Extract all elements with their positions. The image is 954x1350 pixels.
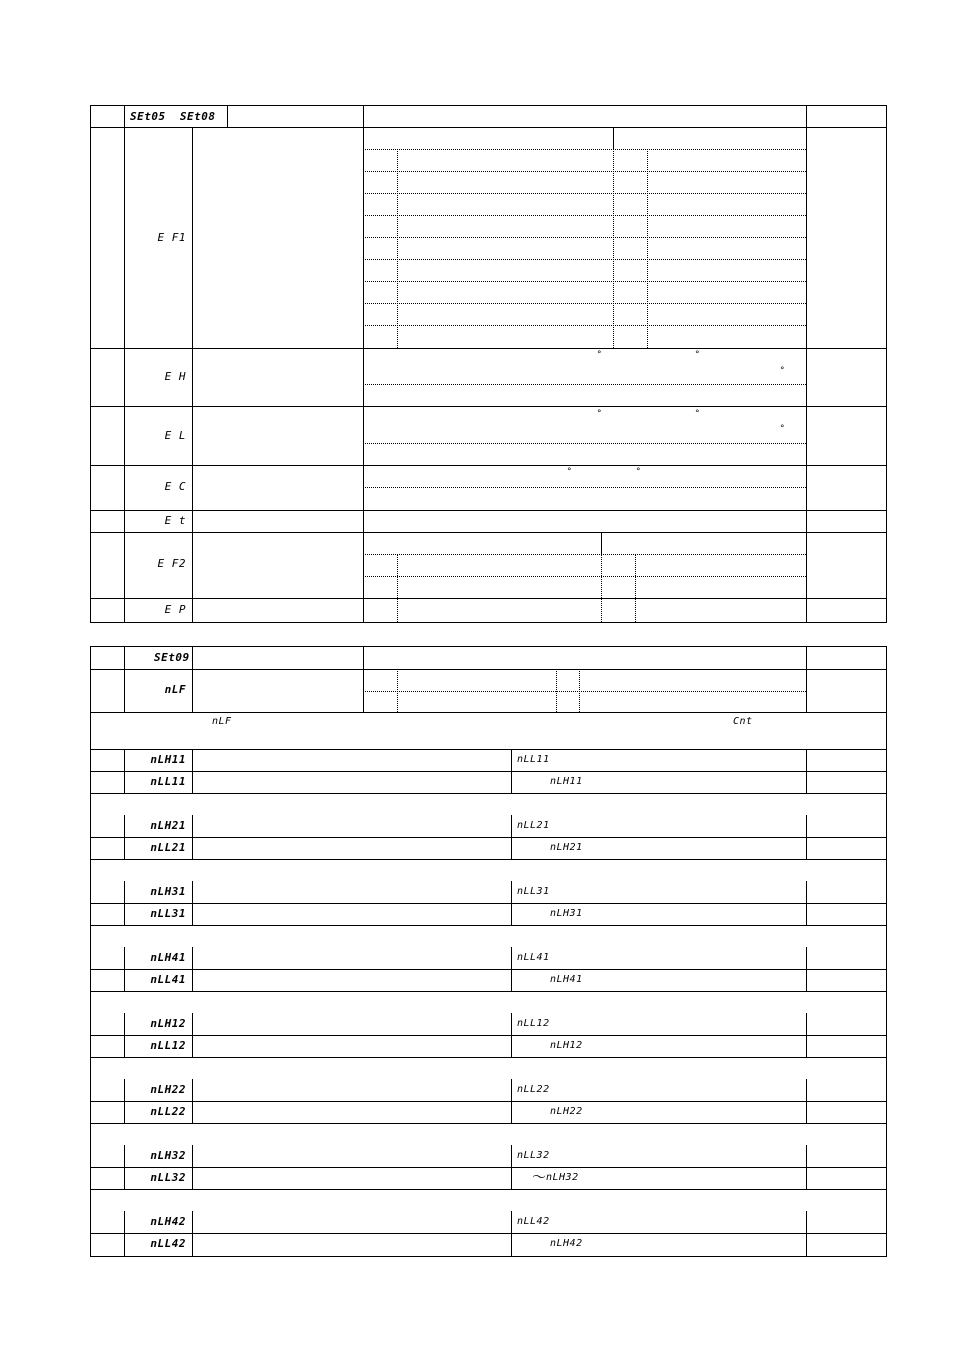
ref-nll11: nLL11 <box>517 754 550 765</box>
table-rule <box>192 749 193 794</box>
dotted-rule <box>363 325 806 326</box>
degree-mark: ° <box>695 409 700 419</box>
code-nll31: nLL31 <box>150 907 186 920</box>
table-rule <box>806 749 807 794</box>
table-rule <box>886 646 887 1257</box>
table-rule <box>90 749 887 750</box>
table-rule <box>90 348 887 349</box>
table-rule <box>363 646 364 713</box>
table-rule <box>90 991 887 992</box>
dotted-rule <box>601 554 602 598</box>
dotted-rule <box>363 303 806 304</box>
dotted-rule <box>397 554 398 598</box>
table-rule <box>806 1079 807 1124</box>
code-nll12: nLL12 <box>150 1039 186 1052</box>
dotted-rule <box>363 691 806 692</box>
table-rule <box>124 1145 125 1190</box>
code-nlh41: nLH41 <box>150 951 186 964</box>
header-code-set05-set08: SEt05 SEt08 <box>130 110 216 123</box>
table-rule <box>90 793 887 794</box>
code-nlh32: nLH32 <box>150 1149 186 1162</box>
ref-nlh21: nLH21 <box>550 842 583 853</box>
code-e-t: E t <box>164 514 186 527</box>
dotted-rule <box>363 171 806 172</box>
dotted-rule <box>397 669 398 712</box>
table-rule <box>192 1013 193 1058</box>
degree-mark: ° <box>780 424 785 434</box>
dotted-rule <box>363 193 806 194</box>
ref-nll12: nLL12 <box>517 1018 550 1029</box>
table-rule <box>806 1013 807 1058</box>
table-rule <box>511 815 512 860</box>
table-rule <box>90 1189 887 1190</box>
table-rule <box>124 646 125 713</box>
table-rule <box>192 1079 193 1124</box>
table-rule <box>124 1079 125 1124</box>
code-nll41: nLL41 <box>150 973 186 986</box>
code-e-c: E C <box>164 480 186 493</box>
ref-nll42: nLL42 <box>517 1216 550 1227</box>
table-rule <box>90 1256 887 1257</box>
table-rule <box>124 1211 125 1256</box>
dotted-rule <box>363 443 806 444</box>
code-nll11: nLL11 <box>150 775 186 788</box>
dotted-rule <box>363 259 806 260</box>
table-rule <box>227 105 228 128</box>
table-rule <box>90 510 887 511</box>
dotted-rule <box>397 149 398 348</box>
table-rule <box>192 947 193 992</box>
dotted-rule <box>635 554 636 598</box>
table-rule <box>806 1211 807 1256</box>
table-rule <box>192 815 193 860</box>
ref-nlh41: nLH41 <box>550 974 583 985</box>
table-rule <box>124 947 125 992</box>
table-rule <box>90 712 887 713</box>
table-rule <box>90 969 887 970</box>
dotted-rule <box>635 598 636 622</box>
header-code-set09: SEt09 <box>154 651 190 664</box>
table-rule <box>806 947 807 992</box>
table-rule <box>511 947 512 992</box>
degree-mark: ° <box>695 350 700 360</box>
table-rule <box>192 1145 193 1190</box>
table-rule <box>90 1057 887 1058</box>
table-rule <box>511 1079 512 1124</box>
table-rule <box>363 105 364 623</box>
dotted-rule <box>363 384 806 385</box>
table-rule <box>124 881 125 926</box>
table-rule <box>806 1145 807 1190</box>
table-rule <box>90 598 887 599</box>
table-rule <box>806 881 807 926</box>
dotted-rule <box>601 598 602 622</box>
table-rule <box>90 771 887 772</box>
table-rule <box>90 925 887 926</box>
ref-nll31: nLL31 <box>517 886 550 897</box>
code-e-f2: E F2 <box>157 557 186 570</box>
dotted-rule <box>363 281 806 282</box>
ref-nlh31: nLH31 <box>550 908 583 919</box>
degree-mark: ° <box>597 350 602 360</box>
table-rule <box>613 127 614 149</box>
table-rule <box>192 127 193 623</box>
table-rule <box>192 646 193 713</box>
table-rule <box>192 1211 193 1256</box>
table-rule <box>192 881 193 926</box>
code-nll22: nLL22 <box>150 1105 186 1118</box>
table-rule <box>806 105 807 623</box>
table-rule <box>806 815 807 860</box>
degree-mark: ° <box>567 467 572 477</box>
code-nlh11: nLH11 <box>150 753 186 766</box>
dotted-rule <box>613 149 614 348</box>
tilde-symbol: 〜 <box>532 1170 546 1186</box>
table-rule <box>124 749 125 794</box>
dotted-rule <box>579 669 580 712</box>
degree-mark: ° <box>780 366 785 376</box>
table-rule <box>90 532 887 533</box>
code-nll32: nLL32 <box>150 1171 186 1184</box>
table-rule <box>90 1101 887 1102</box>
code-nll21: nLL21 <box>150 841 186 854</box>
code-nll42: nLL42 <box>150 1237 186 1250</box>
table-rule <box>90 646 91 1257</box>
table-rule <box>90 1233 887 1234</box>
code-nlh42: nLH42 <box>150 1215 186 1228</box>
table-rule <box>90 465 887 466</box>
ref-nlh12: nLH12 <box>550 1040 583 1051</box>
dotted-rule <box>363 149 806 150</box>
dotted-rule <box>363 237 806 238</box>
table-rule <box>90 105 91 623</box>
table-rule <box>90 622 887 623</box>
dotted-rule <box>363 554 806 555</box>
table-rule <box>124 815 125 860</box>
table-rule <box>90 903 887 904</box>
code-e-p: E P <box>164 603 186 616</box>
table-rule <box>90 669 887 670</box>
table-rule <box>886 105 887 623</box>
ref-nll22: nLL22 <box>517 1084 550 1095</box>
table-rule <box>511 1211 512 1256</box>
degree-mark: ° <box>597 409 602 419</box>
ref-nlh22: nLH22 <box>550 1106 583 1117</box>
table-rule <box>90 1035 887 1036</box>
dotted-rule <box>647 149 648 348</box>
table-rule <box>90 859 887 860</box>
code-e-l: E L <box>164 429 186 442</box>
code-nlh12: nLH12 <box>150 1017 186 1030</box>
table-rule <box>124 105 125 623</box>
ref-nll21: nLL21 <box>517 820 550 831</box>
code-nlh21: nLH21 <box>150 819 186 832</box>
dotted-rule <box>397 598 398 622</box>
ref-nlh32: nLH32 <box>546 1172 579 1183</box>
ref-nlh42: nLH42 <box>550 1238 583 1249</box>
dotted-rule <box>556 669 557 712</box>
code-nlh22: nLH22 <box>150 1083 186 1096</box>
dotted-rule <box>363 215 806 216</box>
code-nlh31: nLH31 <box>150 885 186 898</box>
table-rule <box>90 646 887 647</box>
table-rule <box>511 1145 512 1190</box>
table-rule <box>601 532 602 554</box>
table-rule <box>90 1167 887 1168</box>
table-rule <box>90 837 887 838</box>
ref-nlh11: nLH11 <box>550 776 583 787</box>
note-code-cnt: Cnt <box>733 716 753 727</box>
dotted-rule <box>363 576 806 577</box>
table-rule <box>511 1013 512 1058</box>
table-rule <box>124 1013 125 1058</box>
table-rule <box>511 881 512 926</box>
note-code-nlf: nLF <box>212 716 232 727</box>
degree-mark: ° <box>636 467 641 477</box>
table-rule <box>90 1123 887 1124</box>
table-rule <box>90 105 887 106</box>
table-rule <box>806 646 807 713</box>
table-rule <box>90 406 887 407</box>
code-nlf: nLF <box>164 683 186 696</box>
ref-nll41: nLL41 <box>517 952 550 963</box>
code-e-h: E H <box>164 370 186 383</box>
ref-nll32: nLL32 <box>517 1150 550 1161</box>
table-rule <box>511 749 512 794</box>
table-rule <box>90 127 887 128</box>
dotted-rule <box>363 487 806 488</box>
code-e-f1: E F1 <box>157 231 186 244</box>
